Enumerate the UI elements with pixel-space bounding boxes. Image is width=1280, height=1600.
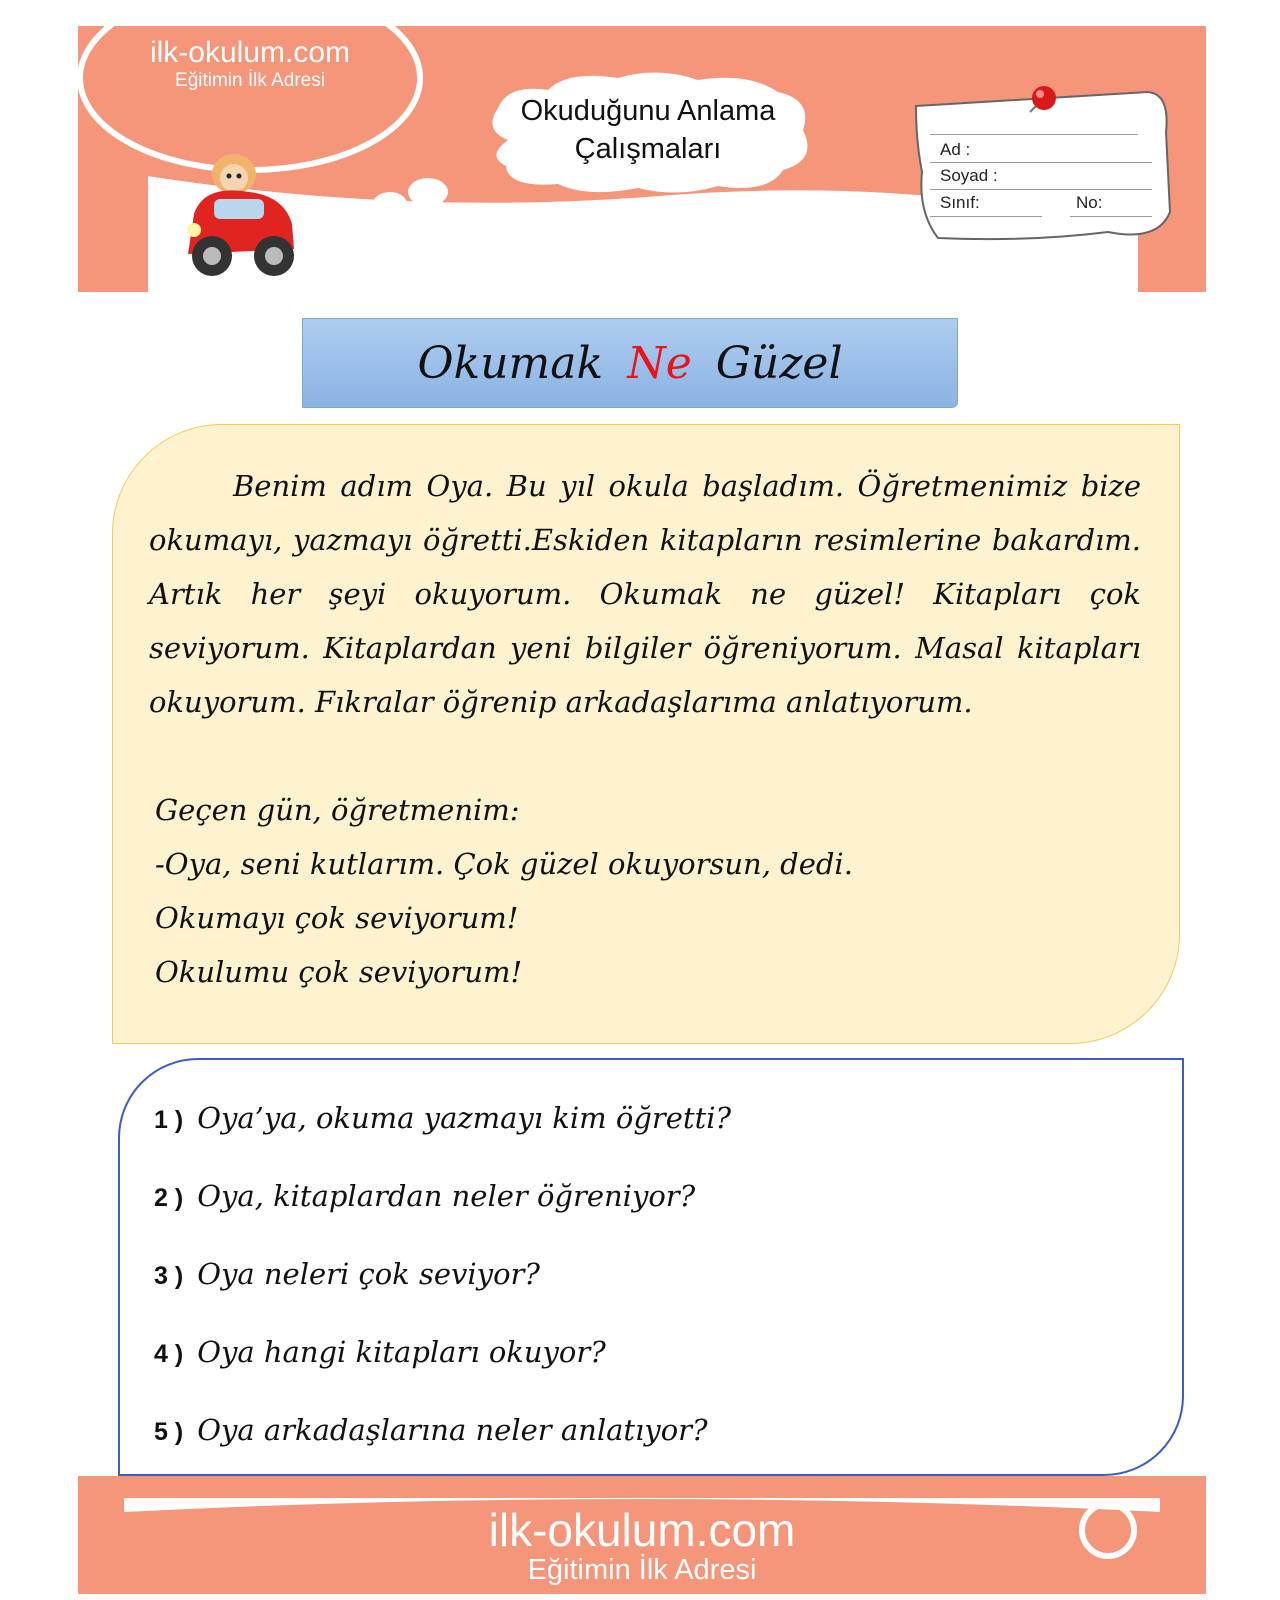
passage-line: -Oya, seni kutlarım. Çok güzel okuyorsun, dedi.: [155, 847, 853, 881]
worksheet-title-line1: Okuduğunu Anlama: [520, 95, 776, 127]
story-title-word1: Okumak: [417, 337, 604, 389]
question-item: [154, 1098, 731, 1140]
surname-label: Soyad :: [940, 166, 998, 185]
question-number: 1 ): [154, 1106, 184, 1134]
question-number: 3 ): [154, 1262, 184, 1290]
surname-field-line: [930, 189, 1152, 190]
student-info-card: [908, 72, 1178, 242]
pushpin-icon: [1020, 82, 1060, 122]
footer-brand-tagline: Eğitimin İlk Adresi: [527, 1554, 757, 1586]
class-label: Sınıf:: [940, 193, 980, 212]
class-field-line: [930, 216, 1042, 217]
passage-line: Okumayı çok seviyorum!: [155, 901, 519, 935]
story-title-word2: Ne: [627, 337, 692, 389]
brand-name: ilk-okulum.com: [149, 36, 351, 69]
questions-box: [118, 1058, 1184, 1476]
car-illustration: [174, 144, 384, 294]
question-text: Oya arkadaşlarına neler anlatıyor?: [197, 1413, 708, 1447]
brand-tagline: Eğitimin İlk Adresi: [175, 70, 325, 91]
worksheet-title-cloud: [478, 70, 818, 198]
question-item: [154, 1410, 708, 1452]
question-number: 5 ): [154, 1418, 184, 1446]
question-text: Oya, kitaplardan neler öğreniyor?: [197, 1179, 696, 1213]
worksheet-title: [478, 92, 818, 168]
number-field-line: [1070, 216, 1152, 217]
footer-brand: [78, 1506, 1206, 1586]
question-text: Oya neleri çok seviyor?: [197, 1257, 540, 1291]
question-item: [154, 1176, 695, 1218]
question-number: 2 ): [154, 1184, 184, 1212]
passage-line: Okulumu çok seviyorum!: [155, 955, 523, 989]
reading-passage: [112, 424, 1180, 1044]
passage-line: Geçen gün, öğretmenim:: [155, 793, 520, 827]
footer-banner: [78, 1476, 1206, 1594]
name-label: Ad :: [940, 140, 971, 159]
footer-brand-name: ilk-okulum.com: [488, 1504, 796, 1556]
header-banner: [78, 26, 1206, 292]
story-title-word3: Güzel: [715, 337, 843, 389]
question-item: [154, 1254, 540, 1296]
question-item: [154, 1332, 606, 1374]
name-field-line: [930, 162, 1152, 163]
number-label: No:: [1076, 193, 1103, 212]
question-text: Oya’ya, okuma yazmayı kim öğretti?: [197, 1101, 732, 1135]
question-text: Oya hangi kitapları okuyor?: [197, 1335, 606, 1369]
brand-logo: [140, 36, 360, 92]
story-title: [302, 318, 958, 408]
name-line: [930, 134, 1138, 135]
passage-paragraph: Benim adım Oya. Bu yıl okula başladım. Öğretmenimiz bize okumayı, yazmayı öğretti.Eskiden kitapların resimlerine bakardım. Artık her şeyi okuyorum. Okumak ne güzel! Kitapları çok seviyorum. Kitaplardan yeni bilgiler öğreniyorum. Masal kitapları okuyorum. Fıkralar öğrenip arkadaşlarıma anlatıyorum.: [149, 469, 1141, 719]
question-number: 4 ): [154, 1340, 184, 1368]
worksheet-title-line2: Çalışmaları: [574, 133, 722, 165]
